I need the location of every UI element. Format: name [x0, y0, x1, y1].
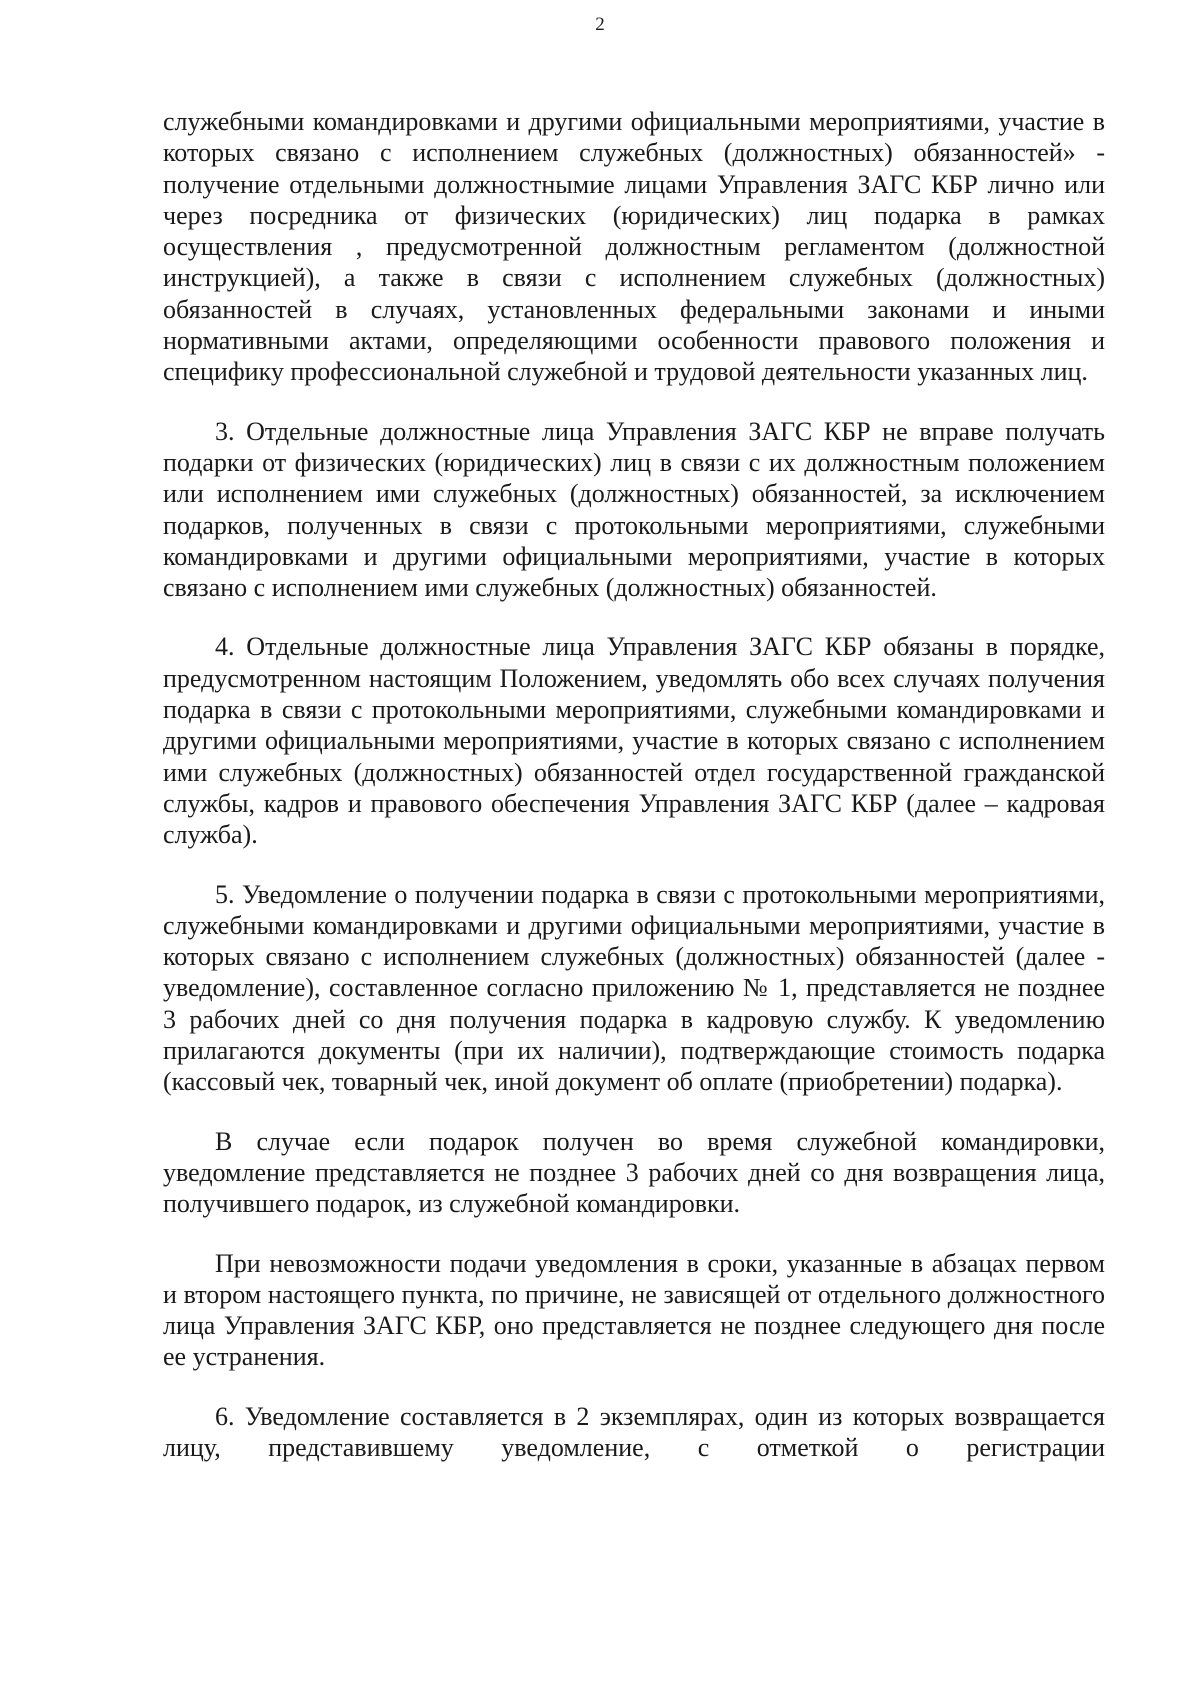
page-number: 2 — [595, 14, 605, 35]
paragraph-item-4: 4. Отдельные должностные лица Управления ЗАГС КБР обязаны в порядке, предусмотренном настоящим Положением, уведомлять обо всех случаях получения подарка в связи с протокольными мероприятиями, служебными командировками и другими официальными мероприятиями, участие в которых связано с исполнением ими служебных (должностных) обязанностей отдел государственной гражданской службы, кадров и правового обеспечения Управления ЗАГС КБР (далее – кадровая служба). — [163, 632, 1105, 850]
paragraph-item-5: 5. Уведомление о получении подарка в связи с протокольными мероприятиями, служебными командировками и другими официальными мероприятиями, участие в которых связано с исполнением служебных (должностных) обязанностей (далее - уведомление), составленное согласно приложению № 1, представляется не позднее 3 рабочих дней со дня получения подарка в кадровую службу. К уведомлению прилагаются документы (при их наличии), подтверждающие стоимость подарка (кассовый чек, товарный чек, иной документ об оплате (приобретении) подарка). — [163, 879, 1105, 1097]
paragraph-item-5-impossibility: При невозможности подачи уведомления в сроки, указанные в абзацах первом и втором настоящего пункта, по причине, не зависящей от отдельного должностного лица Управления ЗАГС КБР, оно представляется не позднее следующего дня после ее устранения. — [163, 1248, 1105, 1372]
document-body — [163, 106, 1105, 1463]
paragraph-item-6: 6. Уведомление составляется в 2 экземплярах, один из которых возвращается лицу, представившему уведомление, с отметкой о регистрации — [163, 1401, 1105, 1462]
paragraph-continuation: служебными командировками и другими официальными мероприятиями, участие в которых связано с исполнением служебных (должностных) обязанностей» - получение отдельными должностнымие лицами Управления ЗАГС КБР лично или через посредника от физических (юридических) лиц подарка в рамках осуществления , предусмотренной должностным регламентом (должностной инструкцией), а также в связи с исполнением служебных (должностных) обязанностей в случаях, установленных федеральными законами и иными нормативными актами, определяющими особенности правового положения и специфику профессиональной служебной и трудовой деятельности указанных лиц. — [163, 107, 1105, 387]
paragraph-item-5-business-trip: В случае если подарок получен во время служебной командировки, уведомление представляется не позднее 3 рабочих дней со дня возвращения лица, получившего подарок, из служебной командировки. — [163, 1126, 1105, 1219]
paragraph-item-3: 3. Отдельные должностные лица Управления ЗАГС КБР не вправе получать подарки от физических (юридических) лиц в связи с их должностным положением или исполнением ими служебных (должностных) обязанностей, за исключением подарков, полученных в связи с протокольными мероприятиями, служебными командировками и другими официальными мероприятиями, участие в которых связано с исполнением ими служебных (должностных) обязанностей. — [163, 416, 1105, 603]
